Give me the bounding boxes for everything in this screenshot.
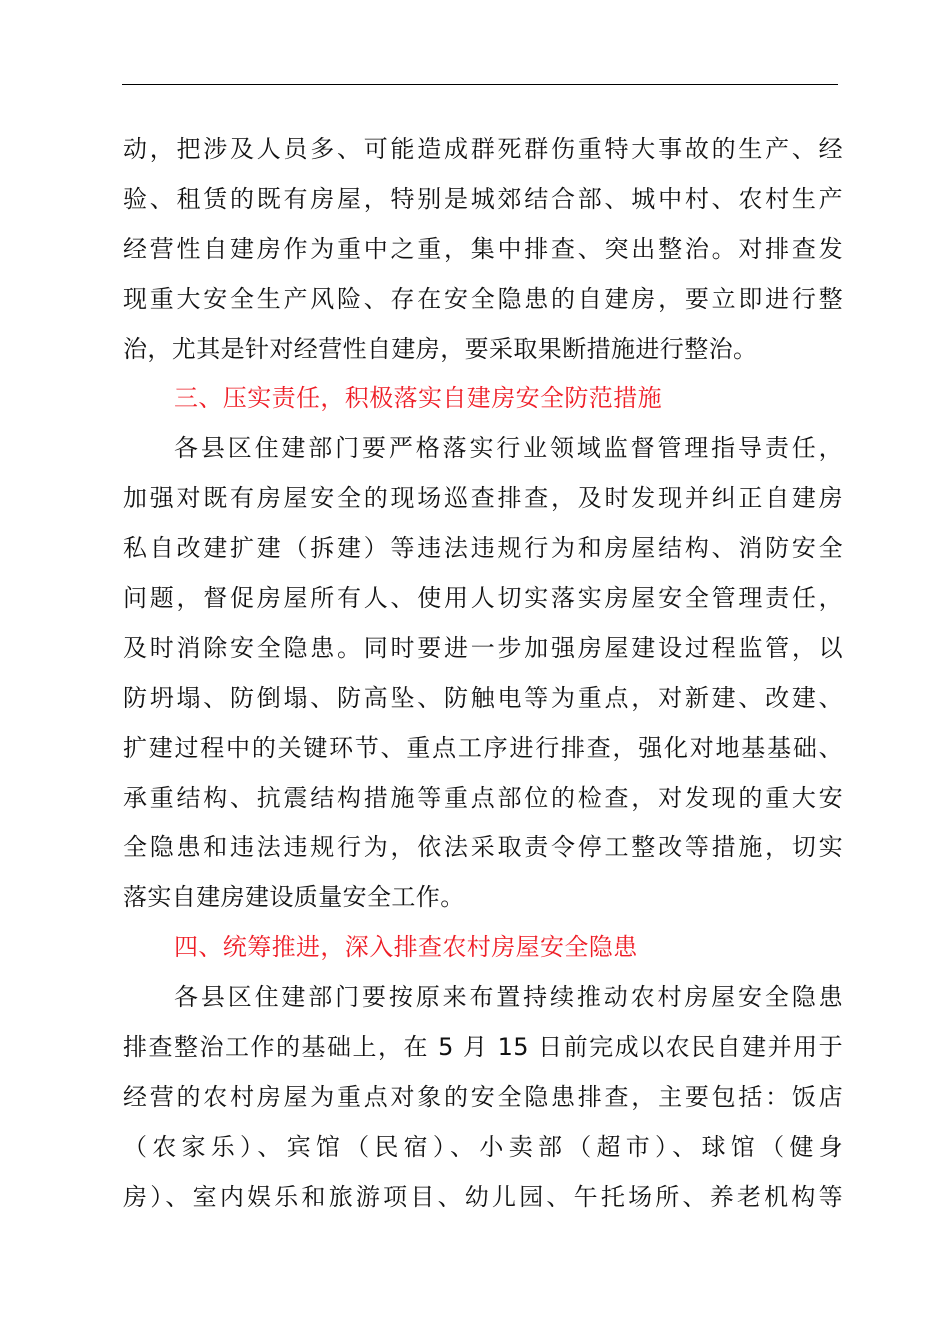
text-line: 问题，督促房屋所有人、使用人切实落实房屋安全管理责任， (123, 584, 843, 613)
header-rule (122, 84, 838, 85)
text-line: 加强对既有房屋安全的现场巡查排查，及时发现并纠正自建房 (123, 484, 843, 513)
text-line: 动，把涉及人员多、可能造成群死群伤重特大事故的生产、经 (123, 135, 843, 163)
section-3-heading: 三、压实责任，积极落实自建房安全防范措施 (174, 384, 662, 413)
text-line: 落实自建房建设质量安全工作。 (123, 883, 465, 912)
text-line: 排查整治工作的基础上，在 5 月 15 日前完成以农民自建并用于 (123, 1033, 843, 1062)
text-line: 现重大安全生产风险、存在安全隐患的自建房，要立即进行整 (123, 284, 843, 313)
text-line: 房）、室内娱乐和旅游项目、幼儿园、午托场所、养老机构等 (123, 1182, 843, 1211)
text-line: 私自改建扩建（拆建）等违法违规行为和房屋结构、消防安全 (123, 534, 843, 563)
text-line: 各县区住建部门要按原来布置持续推动农村房屋安全隐患 (174, 983, 843, 1012)
section-4 (123, 923, 843, 1222)
text-line: 扩建过程中的关键环节、重点工序进行排查，强化对地基基础、 (123, 733, 843, 762)
text-line: （农家乐）、宾馆（民宿）、小卖部（超市）、球馆（健身 (123, 1132, 843, 1161)
text-line: 全隐患和违法违规行为，依法采取责令停工整改等措施，切实 (123, 833, 843, 862)
section-4-heading: 四、统筹推进，深入排查农村房屋安全隐患 (174, 933, 638, 962)
paragraph-continued (123, 125, 843, 374)
section-3 (123, 374, 843, 923)
text-line: 验、租赁的既有房屋，特别是城郊结合部、城中村、农村生产 (123, 184, 843, 213)
text-line: 承重结构、抗震结构措施等重点部位的检查，对发现的重大安 (123, 783, 843, 812)
document-body (123, 125, 843, 1223)
text-line: 经营性自建房作为重中之重，集中排查、突出整治。对排查发 (123, 234, 843, 263)
text-line: 治，尤其是针对经营性自建房，要采取果断措施进行整治。 (123, 334, 758, 363)
text-line: 及时消除安全隐患。同时要进一步加强房屋建设过程监管，以 (123, 633, 843, 662)
text-line: 防坍塌、防倒塌、防高坠、防触电等为重点，对新建、改建、 (123, 683, 843, 712)
text-line: 经营的农村房屋为重点对象的安全隐患排查，主要包括：饭店 (123, 1082, 843, 1111)
text-line: 各县区住建部门要严格落实行业领域监督管理指导责任， (174, 434, 843, 463)
